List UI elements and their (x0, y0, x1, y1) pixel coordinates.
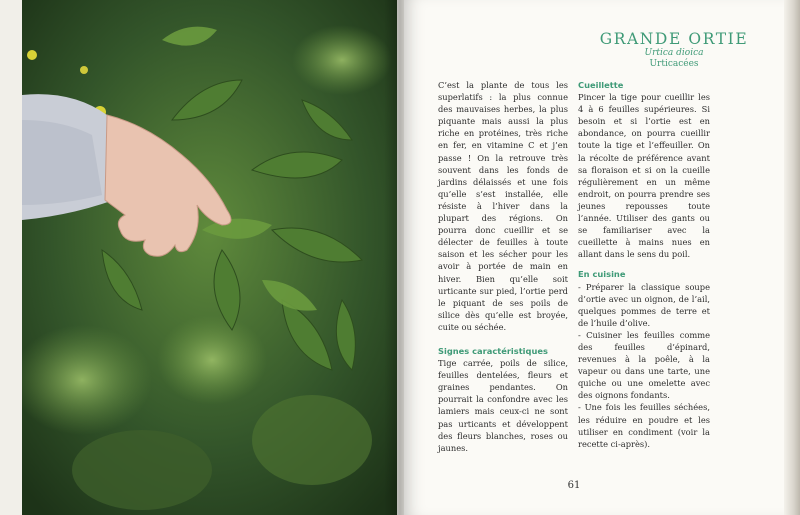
page-number: 61 (567, 480, 581, 491)
signes-text: Tige carrée, poils de silice, feuilles dentelées, fleurs et graines pendantes. On pourrait la confondre avec les lamiers mais ceux-ci ne sont pas urticants et développent des fleurs blanches, roses ou jaunes. (438, 358, 568, 453)
plant-family: Urticacées (649, 59, 699, 69)
column-left (438, 79, 568, 454)
nettle-photo (22, 0, 397, 515)
cueillette-text: Pincer la tige pour cueillir les 4 à 6 feuilles supérieures. Si besoin et si l’ortie est en abondance, on pourra cueillir toute la tige et l’effeuiller. On la récolte de préférence avant sa floraison et si on la cueille régulièrement en un même endroit, on pourra prendre ses jeunes repousses toute l’année. Utiliser des gants ou se familiariser avec la cueillette à mains nues en allant dans le sens du poil. (578, 92, 710, 260)
cuisine-item: - Une fois les feuilles séchées, les réduire en poudre et les utiliser en condiment (voir la recette ci-après). (578, 402, 710, 449)
latin-name: Urtica dioica (644, 48, 704, 58)
cuisine-heading: En cuisine (578, 269, 626, 280)
plant-title: GRANDE ORTIE (599, 30, 749, 48)
cuisine-item: - Préparer la classique soupe d’ortie avec un oignon, de l’ail, quelques pommes de terre et de l’huile d’olive. (578, 281, 710, 328)
page-edge (784, 0, 800, 515)
signes-heading: Signes caractéristiques (438, 345, 548, 356)
cuisine-item: - Cuisiner les feuilles comme des feuilles d’épinard, revenues à la poêle, à la vapeur ou dans une tarte, une quiche ou une omelette avec des oignons fondants. (578, 329, 710, 401)
intro-text: C’est la plante de tous les superlatifs : la plus connue des mauvaises herbes, la plus piquante mais aussi la plus riche en protéines, très riche en fer, en vitamine C et j’en passe ! On la retrouve très souvent dans les fonds de jardins délaissés et une fois qu’elle s’est installée, elle résiste à l’hiver dans la plupart des régions. On pourra donc cueillir et se délecter de feuilles à toute saison et les sécher pour les avoir à portée de main en hiver. Bien qu’elle soit urticante sur pied, l’ortie perd le piquant de ses poils de silice dès qu’elle est broyée, cuite ou séchée. (438, 80, 568, 332)
right-page (404, 0, 800, 515)
column-right (578, 79, 710, 450)
cueillette-heading: Cueillette (578, 80, 624, 90)
nettle-photo-illustration (22, 0, 397, 515)
